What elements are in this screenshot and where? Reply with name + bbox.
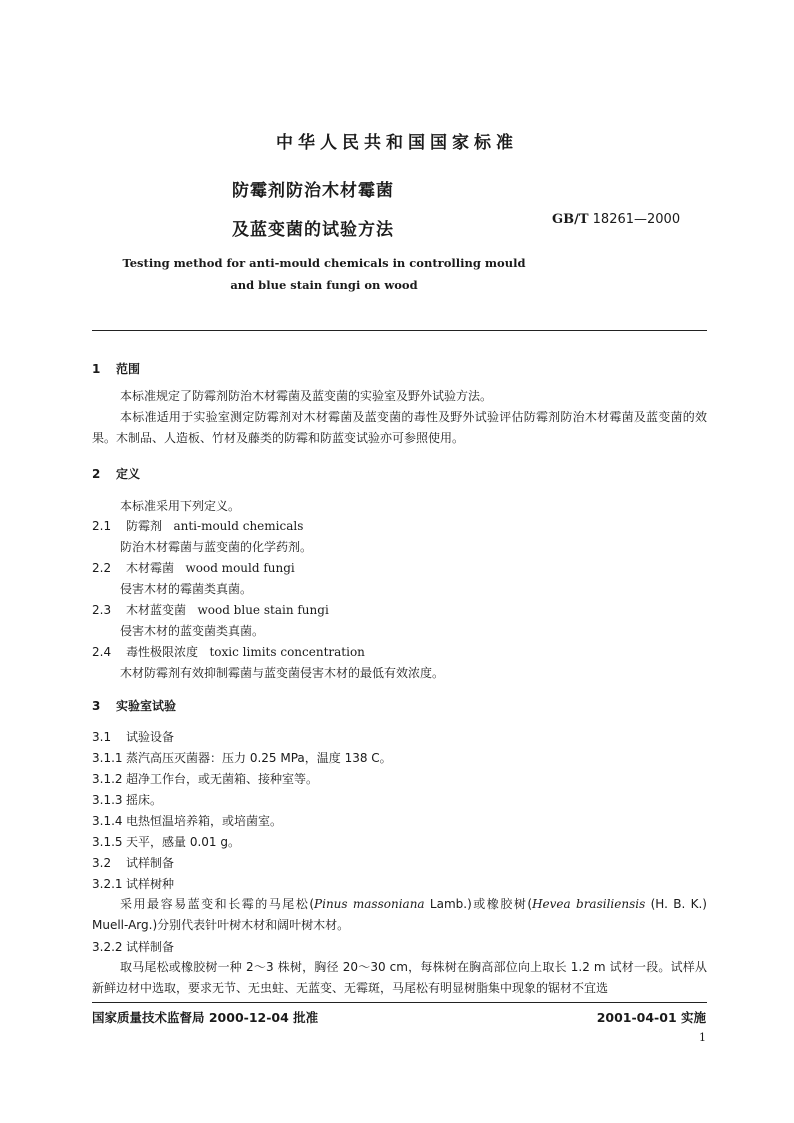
definition-term-zh: 防霉剂 bbox=[126, 519, 163, 533]
species-name-rubber: Hevea brasiliensis bbox=[532, 897, 646, 911]
preparation-paragraph: 取马尾松或橡胶树一种 2～3 株树，胸径 20～30 cm，每株树在胸高部位向上取长 1.2 m 试材一段。试样从新鲜边材中选取，要求无节、无虫蛀、无蓝变、无霉斑，马尾松有明显树脂集中现象的锯材不宜选 bbox=[92, 960, 707, 995]
section-1-heading bbox=[92, 360, 140, 377]
footer-divider bbox=[92, 1002, 707, 1003]
title-zh-line1: 防霉剂防治木材霉菌 bbox=[232, 181, 394, 201]
section-2-intro: 本标准采用下列定义。 bbox=[120, 499, 241, 513]
species-text-c: (H. B. K.) Muell-Arg.)分别代表针叶树木材和阔叶树木材。 bbox=[92, 897, 707, 932]
section-number: 1 bbox=[92, 362, 101, 376]
clause-text: 蒸汽高压灭菌器：压力 0.25 MPa，温度 138 C。 bbox=[126, 751, 392, 765]
clause bbox=[92, 875, 174, 892]
clause-text: 天平，感量 0.01 g。 bbox=[126, 835, 240, 849]
definition-term-en: toxic limits concentration bbox=[209, 645, 365, 659]
clause-number: 3.1.4 bbox=[92, 814, 123, 828]
section-title: 范围 bbox=[116, 362, 141, 376]
effective-date: 2001-04-01 实施 bbox=[596, 1010, 706, 1025]
clause-number: 3.1.2 bbox=[92, 772, 123, 786]
definition-term bbox=[92, 601, 329, 618]
definition-term bbox=[92, 559, 295, 576]
clause bbox=[92, 770, 318, 787]
title-en-line2: and blue stain fungi on wood bbox=[230, 278, 418, 292]
species-paragraph bbox=[92, 894, 707, 936]
clause-number: 3.1.3 bbox=[92, 793, 123, 807]
title-en-line1: Testing method for anti-mould chemicals in controlling mould bbox=[122, 256, 526, 270]
header-divider bbox=[92, 330, 707, 331]
definition-desc: 侵害木材的霉菌类真菌。 bbox=[120, 582, 253, 596]
definition-desc: 木材防霉剂有效抑制霉菌与蓝变菌侵害木材的最低有效浓度。 bbox=[120, 666, 445, 680]
clause-text: 试样制备 bbox=[126, 940, 175, 954]
country-standard-heading: 中华人民共和国国家标准 bbox=[276, 133, 518, 153]
section-3-heading bbox=[92, 697, 176, 714]
definition-term-zh: 毒性极限浓度 bbox=[126, 645, 199, 659]
definition-term bbox=[92, 643, 365, 660]
clause-number: 3.2 bbox=[92, 856, 112, 870]
clause-text: 试验设备 bbox=[126, 730, 175, 744]
clause-text: 超净工作台，或无菌箱、接种室等。 bbox=[126, 772, 319, 786]
title-zh-line2: 及蓝变菌的试验方法 bbox=[232, 220, 394, 240]
clause-number: 3.2.2 bbox=[92, 940, 123, 954]
clause bbox=[92, 749, 392, 766]
standard-code: 18261—2000 bbox=[592, 212, 681, 227]
clause-text: 试样树种 bbox=[126, 877, 175, 891]
definition-term-zh: 木材蓝变菌 bbox=[126, 603, 187, 617]
clause bbox=[92, 791, 162, 808]
section-title: 实验室试验 bbox=[116, 699, 177, 713]
section-1-para-1: 本标准规定了防霉剂防治木材霉菌及蓝变菌的实验室及野外试验方法。 bbox=[120, 389, 493, 403]
clause-text: 电热恒温培养箱，或培菌室。 bbox=[126, 814, 283, 828]
definition-desc: 侵害木材的蓝变菌类真菌。 bbox=[120, 624, 265, 638]
clause-text: 摇床。 bbox=[126, 793, 163, 807]
definition-number: 2.1 bbox=[92, 519, 112, 533]
definition-term-en: wood mould fungi bbox=[185, 561, 295, 575]
clause bbox=[92, 812, 282, 829]
definition-number: 2.3 bbox=[92, 603, 112, 617]
species-text-b: Lamb.)或橡胶树( bbox=[424, 897, 533, 911]
standard-number bbox=[552, 212, 680, 227]
definition-number: 2.2 bbox=[92, 561, 112, 575]
definition-desc: 防治木材霉菌与蓝变菌的化学药剂。 bbox=[120, 540, 313, 554]
clause-text: 试样制备 bbox=[126, 856, 175, 870]
section-1-para-2: 本标准适用于实验室测定防霉剂对木材霉菌及蓝变菌的毒性及野外试验评估防霉剂防治木材霉菌及蓝变菌的效果。木制品、人造板、竹材及藤类的防霉和防蓝变试验亦可参照使用。 bbox=[92, 410, 707, 445]
definition-term-en: wood blue stain fungi bbox=[197, 603, 329, 617]
page-number: 1 bbox=[699, 1031, 706, 1044]
section-title: 定义 bbox=[116, 467, 141, 481]
clause-number: 3.1 bbox=[92, 730, 112, 744]
clause-number: 3.2.1 bbox=[92, 877, 123, 891]
definition-term-en: anti-mould chemicals bbox=[173, 519, 304, 533]
standard-prefix: GB/T bbox=[552, 212, 589, 227]
clause-number: 3.1.1 bbox=[92, 751, 123, 765]
definition-term bbox=[92, 517, 303, 534]
clause-number: 3.1.5 bbox=[92, 835, 123, 849]
species-name-pine: Pinus massoniana bbox=[314, 897, 425, 911]
definition-number: 2.4 bbox=[92, 645, 112, 659]
section-number: 3 bbox=[92, 699, 101, 713]
clause bbox=[92, 833, 240, 850]
issuer-line: 国家质量技术监督局 2000-12-04 批准 bbox=[92, 1010, 319, 1025]
clause bbox=[92, 854, 174, 871]
species-text-a: 采用最容易蓝变和长霉的马尾松( bbox=[120, 897, 315, 911]
clause bbox=[92, 938, 174, 955]
section-2-heading bbox=[92, 465, 140, 482]
definition-term-zh: 木材霉菌 bbox=[126, 561, 175, 575]
section-number: 2 bbox=[92, 467, 101, 481]
clause bbox=[92, 728, 174, 745]
